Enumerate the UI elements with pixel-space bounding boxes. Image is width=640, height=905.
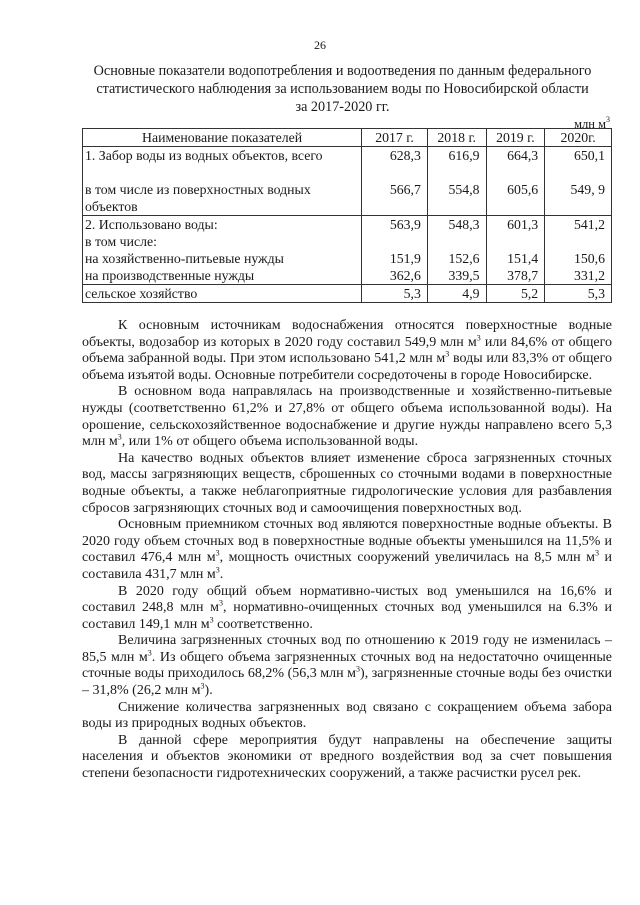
intake-surface-2019: 605,6 xyxy=(507,182,539,197)
table-header-row xyxy=(83,129,612,147)
used-2020 xyxy=(545,216,612,285)
paragraph-6: Величина загрязненных сточных вод по отношению к 2019 году не изменилась – 85,5 млн $м^3$. Из общего объема загрязненных сточных вод на недостаточно очищенные сточные воды приходилось 68,2% (56,3 млн $м^3$), загрязненные сточные воды без очистки – 31,8% (26,2 млн $м^3$). xyxy=(82,633,613,699)
table-row xyxy=(83,216,612,285)
row-agriculture-label: сельское хозяйство xyxy=(83,285,362,303)
used-total-2017: 563,9 xyxy=(389,217,421,232)
household-2018: 152,6 xyxy=(448,251,480,266)
paragraph-3: На качество водных объектов влияет изменение сброса загрязненных сточных вод, массы загрязняющих веществ, сброшенных со сточными водами в поверхностные водные объекты, а также неблагоприятные гидрологические условия для разбавления сбросов загрязняющих сточных вод и самоочищения поверхностных вод. xyxy=(82,450,612,516)
body-text xyxy=(82,318,612,783)
used-total-2018: 548,3 xyxy=(448,217,480,232)
row-intake-surface-label: в том числе из поверхностных водных объектов xyxy=(85,182,311,214)
agriculture-2018: 4,9 xyxy=(427,285,486,303)
header-2019: 2019 г. xyxy=(486,129,545,147)
household-2019: 151,4 xyxy=(507,251,539,266)
row-household-label: на хозяйственно-питьевые нужды xyxy=(85,251,284,266)
industrial-2019: 378,7 xyxy=(507,268,539,283)
intake-total-2017: 628,3 xyxy=(389,148,421,163)
table-row xyxy=(83,285,612,303)
row-used-label: 2. Использовано воды: xyxy=(85,217,218,232)
paragraph-8: В данной сфере мероприятия будут направлены на обеспечение защиты населения и объектов экономики от вредного воздействия вод за счет повышения степени безопасности гидротехнических сооружений, а также расчистки русел рек. xyxy=(82,732,612,782)
water-usage-table xyxy=(82,128,612,303)
header-2017: 2017 г. xyxy=(362,129,428,147)
used-2017 xyxy=(362,216,428,285)
units-sup: 3 xyxy=(606,114,610,124)
intake-surface-2020: 549, 9 xyxy=(570,182,605,197)
household-2020: 150,6 xyxy=(573,251,605,266)
household-2017: 151,9 xyxy=(389,251,421,266)
paragraph-7: Снижение количества загрязненных вод связано с сокращением объема забора воды из природных водных объектов. xyxy=(82,699,612,732)
row-intake-total-label: 1. Забор воды из водных объектов, всего xyxy=(85,148,323,163)
used-total-2019: 601,3 xyxy=(507,217,539,232)
intake-2017 xyxy=(362,147,428,216)
agriculture-2020: 5,3 xyxy=(545,285,612,303)
industrial-2020: 331,2 xyxy=(573,268,605,283)
intake-total-2018: 616,9 xyxy=(448,148,480,163)
intake-surface-2018: 554,8 xyxy=(448,182,480,197)
agriculture-2019: 5,2 xyxy=(486,285,545,303)
title-line-2: статистического наблюдения за использованием воды по Новосибирской области xyxy=(96,81,589,97)
intake-total-2019: 664,3 xyxy=(507,148,539,163)
used-2019 xyxy=(486,216,545,285)
header-2020: 2020г. xyxy=(545,129,612,147)
header-name: Наименование показателей xyxy=(83,129,362,147)
table-title xyxy=(70,62,615,116)
units-text: млн м xyxy=(574,117,606,131)
intake-2019 xyxy=(486,147,545,216)
header-2018: 2018 г. xyxy=(427,129,486,147)
paragraph-1: К основным источникам водоснабжения относятся поверхностные водные объекты, водозабор из которых в 2020 году составил 549,9 млн $м^3$ или 84,6% от общего объема забранной воды. При этом использовано 541,2 млн $м^3$ воды или 83,3% от общего объема изъятой воды. Основные потребители сосредоточены в городе Новосибирске. xyxy=(82,318,613,383)
title-line-1: Основные показатели водопотребления и водоотведения по данным федерального xyxy=(93,63,592,79)
row-used-names xyxy=(83,216,362,285)
used-total-2020: 541,2 xyxy=(573,217,605,232)
intake-total-2020: 650,1 xyxy=(573,148,605,163)
row-industrial-label: на производственные нужды xyxy=(85,268,255,283)
used-2018 xyxy=(427,216,486,285)
intake-2020 xyxy=(545,147,612,216)
industrial-2017: 362,6 xyxy=(389,268,421,283)
intake-surface-2017: 566,7 xyxy=(389,182,421,197)
paragraph-2: В основном вода направлялась на производственные и хозяйственно-питьевые нужды (соответственно 61,2% и 27,8% от общего объема использованной воды). На орошение, сельскохозяйственное водоснабжение и другие нужды направлено всего 5,3 млн $м^3$, или 1% от общего объема использованной воды. xyxy=(82,384,612,450)
industrial-2018: 339,5 xyxy=(448,268,480,283)
table-row xyxy=(83,147,612,216)
intake-2018 xyxy=(427,147,486,216)
paragraph-5: В 2020 году общий объем нормативно-чистых вод уменьшился на 16,6% и составил 248,8 млн $м^3$, нормативно-очищенных сточных вод уменьшился на 6.3% и составил 149,1 млн $м^3$ соответственно. xyxy=(82,583,612,632)
row-used-sub-label: в том числе: xyxy=(85,234,157,249)
title-line-3: за 2017-2020 гг. xyxy=(295,99,390,115)
agriculture-2017: 5,3 xyxy=(362,285,428,303)
page-number: 26 xyxy=(314,38,326,52)
row-intake-names xyxy=(83,147,362,216)
paragraph-4: Основным приемником сточных вод являются поверхностные водные объекты. В 2020 году объем сточных вод в поверхностные водные объекты уменьшился на 11,5% и составил 476,4 млн $м^3$, мощность очистных сооружений увеличилась на 8,5 млн $м^3$ и составила 431,7 млн $м^3$. xyxy=(82,517,612,582)
